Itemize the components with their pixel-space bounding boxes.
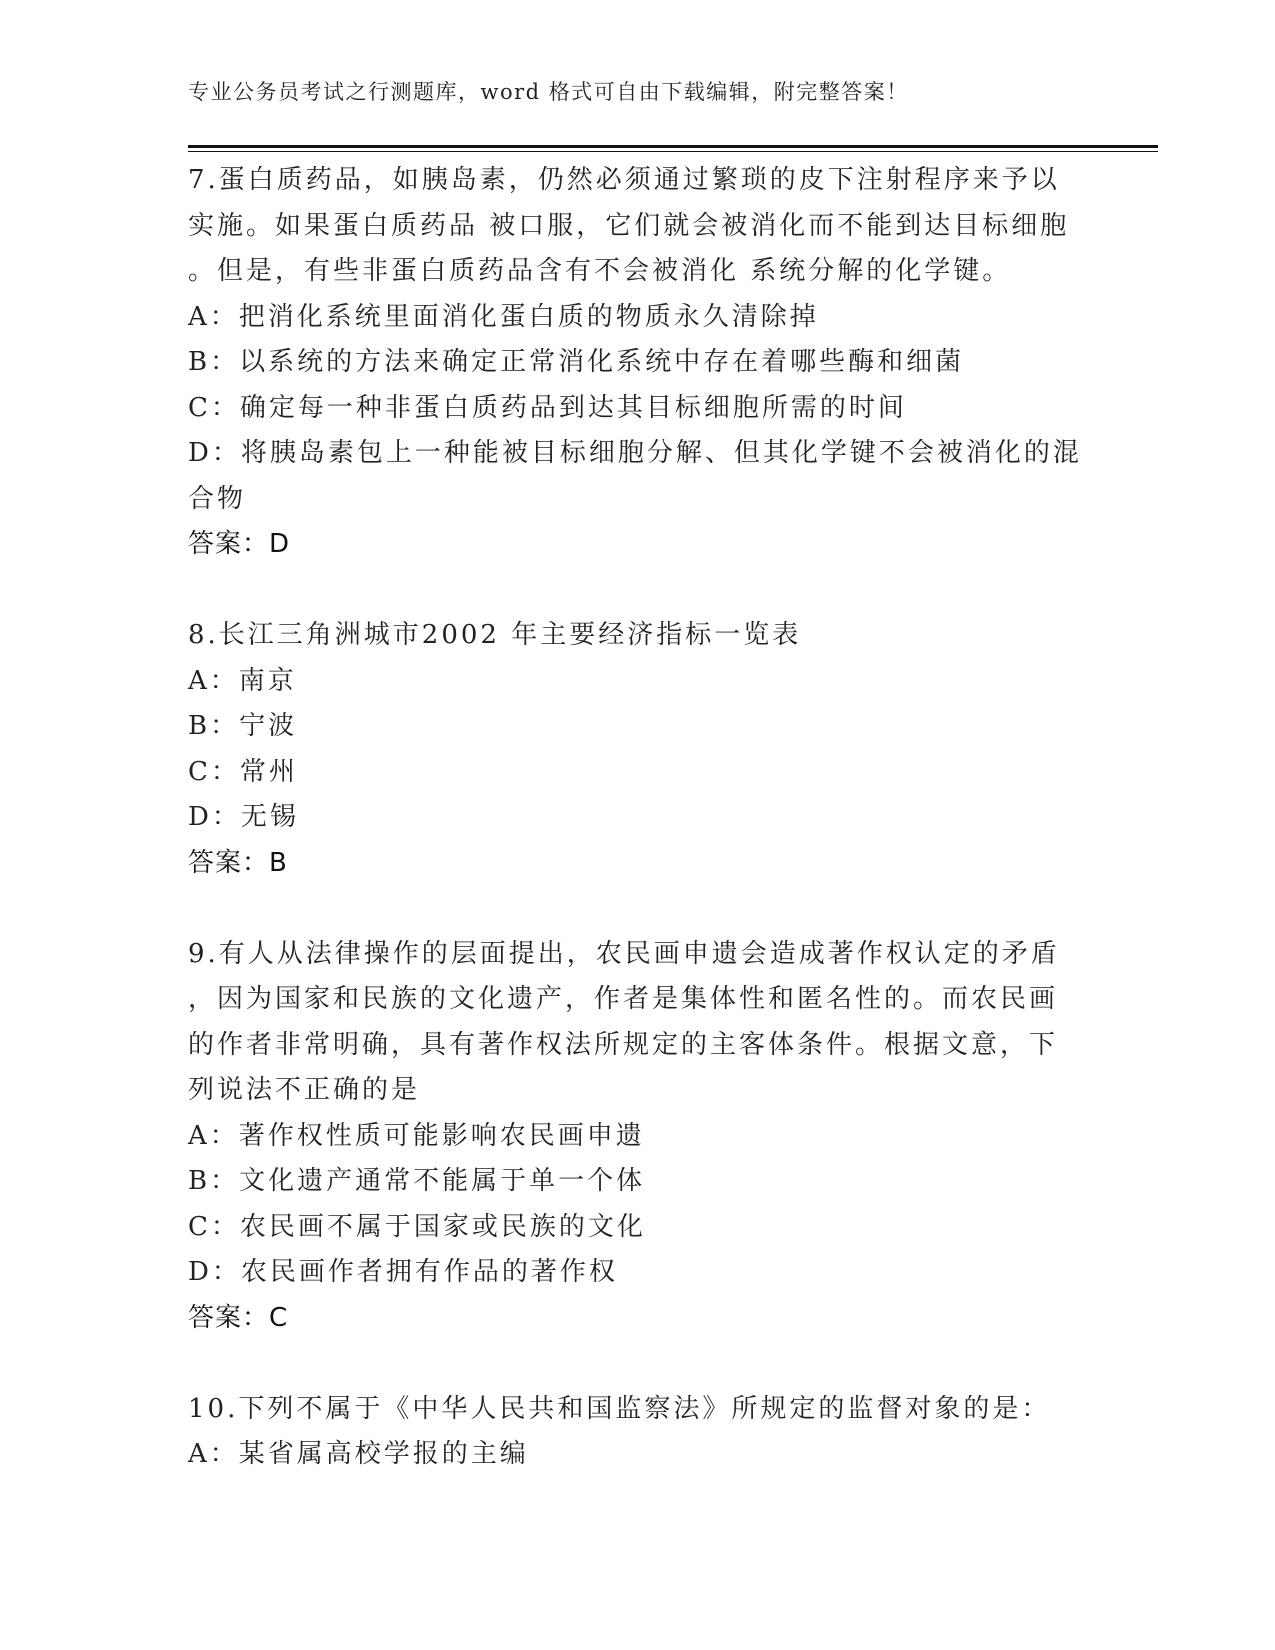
question-spacer xyxy=(188,568,1088,614)
question-stem-line: 列说法不正确的是 xyxy=(188,1075,421,1105)
option-d: D：将胰岛素包上一种能被目标细胞分解、但其化学键不会被消化的混 xyxy=(188,438,1082,468)
question-stem-line: 实施。如果蛋白质药品 被口服，它们就会被消化而不能到达目标细胞 xyxy=(188,210,1070,241)
question-9 xyxy=(188,932,1088,1342)
question-spacer xyxy=(188,1341,1088,1387)
question-stem-line: 9.有人从法律操作的层面提出，农民画申遗会造成著作权认定的矛盾 xyxy=(188,938,1060,969)
option-b: B：以系统的方法来确定正常消化系统中存在着哪些酶和细菌 xyxy=(188,347,965,377)
option-a: A：著作权性质可能影响农民画申遗 xyxy=(188,1120,645,1151)
option-b: B：文化遗产通常不能属于单一个体 xyxy=(188,1166,646,1196)
option-b: B：宁波 xyxy=(188,711,298,741)
option-d: D：无锡 xyxy=(188,802,299,832)
question-stem-line: ，因为国家和民族的文化遗产，作者是集体性和匿名性的。而农民画 xyxy=(188,984,1059,1014)
question-stem-line: 8.长江三角洲城市2002 年主要经济指标一览表 xyxy=(188,620,802,650)
answer-label: 答案：B xyxy=(188,847,288,878)
question-list xyxy=(188,158,1088,1478)
question-stem-line: 。但是，有些非蛋白质药品含有不会被消化 系统分解的化学键。 xyxy=(188,256,1012,286)
option-a: A：某省属高校学报的主编 xyxy=(188,1439,529,1469)
question-stem-line: 10.下列不属于《中华人民共和国监察法》所规定的监督对象的是： xyxy=(188,1393,1051,1424)
answer-label: 答案：C xyxy=(188,1302,289,1333)
option-d: D：农民画作者拥有作品的著作权 xyxy=(188,1257,618,1287)
option-c: C：农民画不属于国家或民族的文化 xyxy=(188,1211,646,1242)
question-spacer xyxy=(188,886,1088,932)
option-d-continued: 合物 xyxy=(188,483,247,514)
option-c: C：确定每一种非蛋白质药品到达其目标细胞所需的时间 xyxy=(188,392,907,423)
question-10 xyxy=(188,1387,1088,1478)
option-a: A：南京 xyxy=(188,665,297,696)
option-a: A：把消化系统里面消化蛋白质的物质永久清除掉 xyxy=(188,301,819,332)
page-header: 专业公务员考试之行测题库，word 格式可自由下载编辑，附完整答案！ xyxy=(188,80,909,104)
question-stem-line: 的作者非常明确，具有著作权法所规定的主客体条件。根据文意，下 xyxy=(188,1029,1059,1060)
question-8 xyxy=(188,613,1088,886)
answer-label: 答案：D xyxy=(188,529,291,559)
header-rule-thin xyxy=(188,151,1158,152)
question-stem-line: 7.蛋白质药品，如胰岛素，仍然必须通过繁琐的皮下注射程序来予以 xyxy=(188,165,1060,195)
question-7 xyxy=(188,158,1088,568)
header-rule-thick xyxy=(188,145,1158,148)
option-c: C：常州 xyxy=(188,756,298,787)
